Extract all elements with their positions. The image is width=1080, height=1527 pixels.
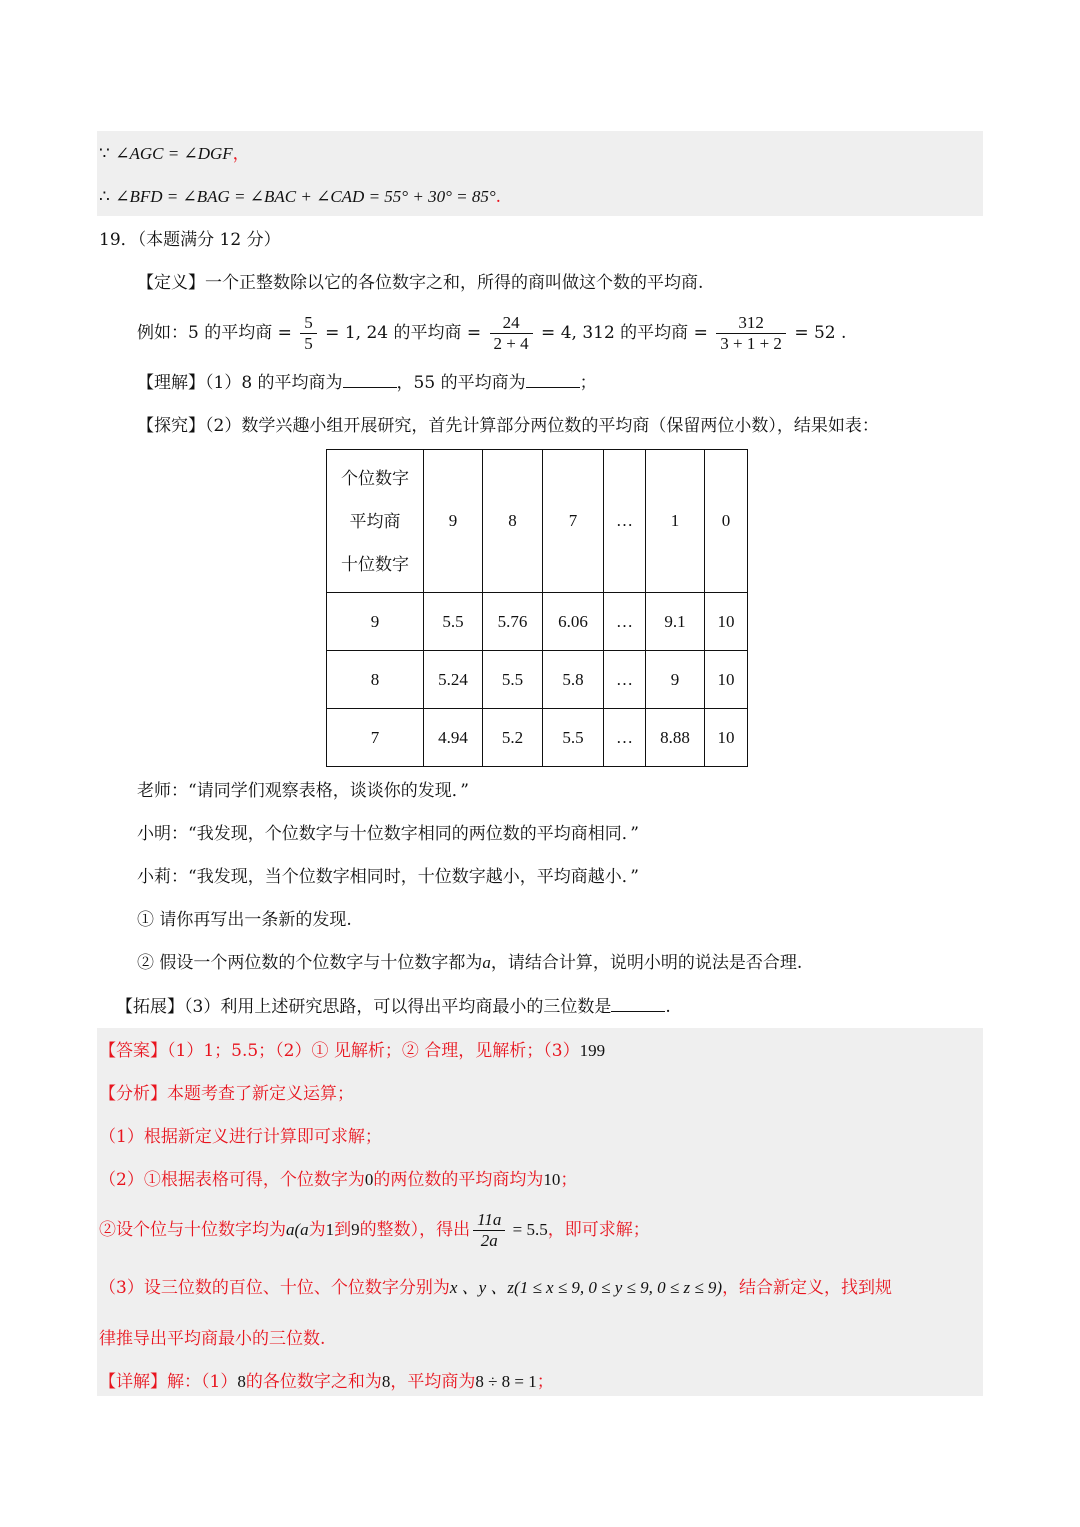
row-label: 7 xyxy=(327,709,424,767)
angle-equation: ∠AGC = ∠DGF xyxy=(115,144,233,163)
table-cell: 5.5 xyxy=(424,593,483,651)
teacher-quote: 老师：“请同学们观察表格，谈谈你的发现．” xyxy=(137,781,469,801)
column-header: … xyxy=(604,450,646,593)
table-cell: 10 xyxy=(705,651,748,709)
table-cell: 5.5 xyxy=(543,709,604,767)
analysis-tag: 【分析】 xyxy=(99,1084,167,1104)
answer-blank-3[interactable] xyxy=(611,995,665,1012)
table-cell: 9.1 xyxy=(646,593,705,651)
table-corner-header: 个位数字 平均商 十位数字 xyxy=(327,450,424,593)
table-cell: 5.24 xyxy=(424,651,483,709)
row-label: 8 xyxy=(327,651,424,709)
analysis-step-3: ②设个位与十位数字均为a(a为1到9的整数），得出 $\frac{11a}{2a}$ = 5.5，即可求解； xyxy=(99,1210,650,1250)
analysis-step-4: （3）设三位数的百位、十位、个位数字分别为x 、y 、z(1 ≤ x ≤ 9, 0 ≤ y ≤ 9, 0 ≤ z ≤ 9)，结合新定义，找到规 xyxy=(99,1278,893,1298)
table-cell: 10 xyxy=(705,709,748,767)
table-cell: 5.5 xyxy=(483,651,543,709)
table-cell: 5.2 xyxy=(483,709,543,767)
column-header: 9 xyxy=(424,450,483,593)
fraction-24: $\frac{24}{2 + 4}$ xyxy=(490,313,533,354)
table-header-row xyxy=(327,450,748,593)
definition-text: 【定义】一个正整数除以它的各位数字之和，所得的商叫做这个数的平均商. xyxy=(137,273,704,293)
analysis-line: 【分析】本题考查了新定义运算； xyxy=(99,1084,354,1104)
table-row xyxy=(327,593,748,651)
answer-blank-2[interactable] xyxy=(526,371,580,388)
extend-line: 【拓展】（3）利用上述研究思路，可以得出平均商最小的三位数是 . xyxy=(116,997,671,1017)
row-label: 9 xyxy=(327,593,424,651)
solution-line-2: ∴ ∠BFD = ∠BAG = ∠BAC + ∠CAD = 55° + 30° = 85°. xyxy=(99,187,502,207)
table-cell: … xyxy=(604,593,646,651)
angle-result-equation: ∠BFD = ∠BAG = ∠BAC + ∠CAD = 55° + 30° = 85° xyxy=(115,187,496,206)
answer-line: 【答案】（1）1；5.5；（2）① 见解析；② 合理，见解析；（3）199 xyxy=(99,1041,606,1061)
detail-line: 【详解】解：（1）8的各位数字之和为8，平均商为8 ÷ 8 = 1； xyxy=(99,1372,554,1392)
question-number: 19．（本题满分 12 分） xyxy=(99,230,281,250)
table-row xyxy=(327,709,748,767)
subquestion-2: ② 假设一个两位数的个位数字与十位数字都为a，请结合计算，说明小明的说法是否合理. xyxy=(137,953,803,973)
solution-line-1: ∵ ∠AGC = ∠DGF， xyxy=(99,144,250,164)
example-line: 例如：5 的平均商 = $\frac{5}{5}$ = 1, 24 的平均商 = $\frac{24}{2 + 4}$ = 4, 312 的平均商 = $\frac{312}{3 + 1 + 2}$ = 52 . xyxy=(137,313,847,353)
table-cell: … xyxy=(604,651,646,709)
column-header: 1 xyxy=(646,450,705,593)
answer-blank-1[interactable] xyxy=(343,371,397,388)
fraction-312: $\frac{312}{3 + 1 + 2}$ xyxy=(716,313,786,354)
answer-tag: 【答案】 xyxy=(99,1041,167,1061)
table-cell: 5.76 xyxy=(483,593,543,651)
column-header: 0 xyxy=(705,450,748,593)
analysis-step-1: （1）根据新定义进行计算即可求解； xyxy=(99,1127,382,1147)
table-cell: … xyxy=(604,709,646,767)
xiaoming-quote: 小明：“我发现，个位数字与十位数字相同的两位数的平均商相同．” xyxy=(137,824,639,844)
column-header: 8 xyxy=(483,450,543,593)
fraction-11a-over-2a: $\frac{11a}{2a}$ xyxy=(473,1210,505,1251)
detail-tag: 【详解】 xyxy=(99,1372,167,1392)
column-header: 7 xyxy=(543,450,604,593)
table-cell: 8.88 xyxy=(646,709,705,767)
analysis-step-4-cont: 律推导出平均商最小的三位数. xyxy=(99,1329,326,1349)
understand-line: 【理解】（1）8 的平均商为 ，55 的平均商为 ； xyxy=(137,373,597,393)
analysis-step-2: （2）①根据表格可得，个位数字为0的两位数的平均商均为10； xyxy=(99,1170,578,1190)
table-cell: 10 xyxy=(705,593,748,651)
xiaoli-quote: 小莉：“我发现，当个位数字相同时，十位数字越小，平均商越小．” xyxy=(137,867,639,887)
fraction-5-over-5: $\frac{5}{5}$ xyxy=(300,313,317,354)
table-cell: 9 xyxy=(646,651,705,709)
subquestion-1: ① 请你再写出一条新的发现. xyxy=(137,910,352,930)
explore-line: 【探究】（2）数学兴趣小组开展研究，首先计算部分两位数的平均商（保留两位小数），结果如表： xyxy=(137,416,879,436)
table-row xyxy=(327,651,748,709)
table-cell: 6.06 xyxy=(543,593,604,651)
table-cell: 5.8 xyxy=(543,651,604,709)
table-cell: 4.94 xyxy=(424,709,483,767)
average-quotient-table xyxy=(326,449,748,767)
